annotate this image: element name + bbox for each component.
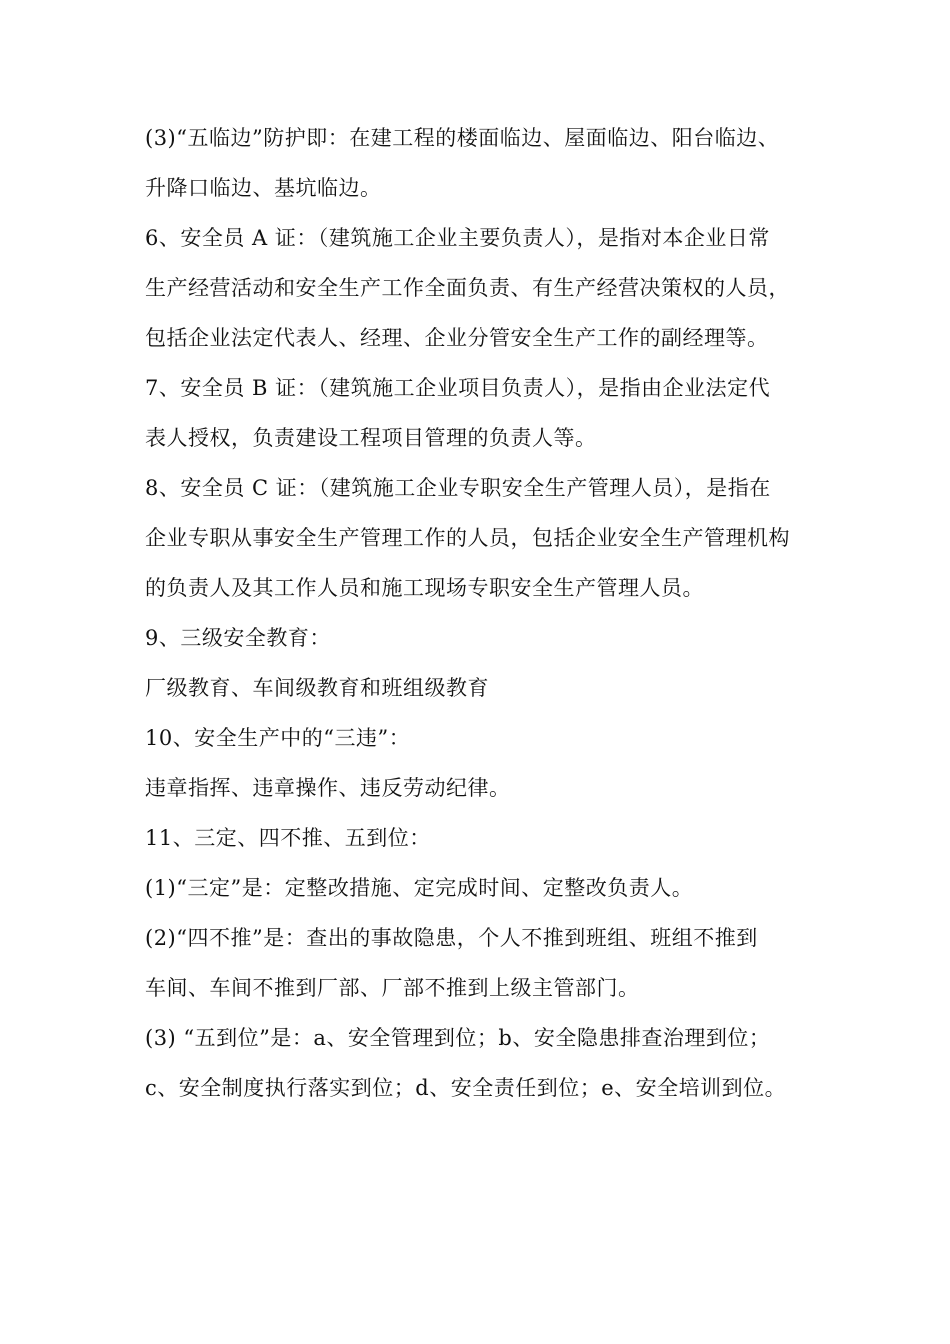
text-line: 车间、车间不推到厂部、厂部不推到上级主管部门。	[145, 976, 640, 1000]
text-line: 表人授权，负责建设工程项目管理的负责人等。	[145, 426, 597, 450]
text-line: (3)“五临边”防护即：在建工程的楼面临边、屋面临边、阳台临边、	[145, 126, 780, 150]
text-line: 8、安全员 C 证：（建筑施工企业专职安全生产管理人员），是指在	[145, 476, 771, 500]
section-heading: 11、三定、四不推、五到位：	[145, 826, 431, 850]
section-heading: 9、三级安全教育：	[145, 626, 331, 650]
text-line: (3) “五到位”是：a、安全管理到位；b、安全隐患排查治理到位；	[145, 1026, 771, 1050]
text-line: 7、安全员 B 证：（建筑施工企业项目负责人），是指由企业法定代	[145, 376, 771, 400]
text-line: 生产经营活动和安全生产工作全面负责、有生产经营决策权的人员，	[145, 276, 790, 300]
text-line: 违章指挥、违章操作、违反劳动纪律。	[145, 776, 511, 800]
document-body	[145, 113, 820, 1113]
text-line: 厂级教育、车间级教育和班组级教育	[145, 676, 489, 700]
text-line: 企业专职从事安全生产管理工作的人员，包括企业安全生产管理机构	[145, 526, 790, 550]
section-heading: 10、安全生产中的“三违”：	[145, 726, 411, 750]
text-line: (2)“四不推”是：查出的事故隐患，个人不推到班组、班组不推到	[145, 926, 758, 950]
text-line: 的负责人及其工作人员和施工现场专职安全生产管理人员。	[145, 576, 704, 600]
text-line: 包括企业法定代表人、经理、企业分管安全生产工作的副经理等。	[145, 326, 769, 350]
text-line: 6、安全员 A 证：（建筑施工企业主要负责人），是指对本企业日常	[145, 226, 770, 250]
text-line: c、安全制度执行落实到位；d、安全责任到位；e、安全培训到位。	[145, 1076, 787, 1100]
text-line: (1)“三定”是：定整改措施、定完成时间、定整改负责人。	[145, 876, 694, 900]
text-line: 升降口临边、基坑临边。	[145, 176, 382, 200]
